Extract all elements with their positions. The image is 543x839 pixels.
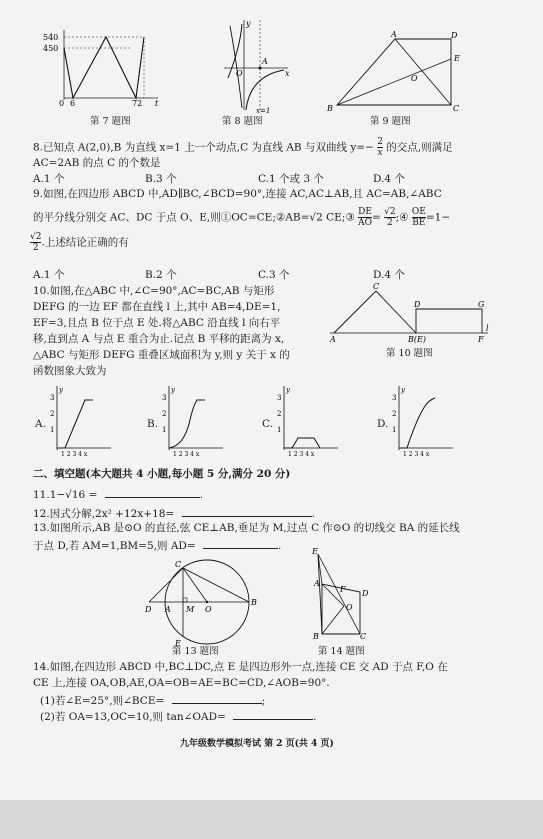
- question-10-line-3: EF=3,且点 B 位于点 E 处.将△ABC 沿直线 l 向右平: [33, 317, 281, 329]
- figure-7-graph: [40, 28, 160, 108]
- question-11: 11.1−√16 = .: [33, 489, 204, 501]
- fig7-label-450: 450: [43, 44, 59, 53]
- q9-option-a: A.1 个: [33, 269, 65, 281]
- svg-text:2: 2: [162, 410, 167, 418]
- fig8-label-O: O: [236, 69, 243, 78]
- fig9-label-A: A: [391, 30, 397, 39]
- question-10-line-2: DEFG 的一边 EF 都在直线 l 上,其中 AB=4,DE=1,: [33, 301, 281, 313]
- q9-fraction-tail: $\frac{√2}{2}$: [30, 232, 42, 253]
- figure-13-caption: 第 13 题图: [172, 646, 219, 657]
- svg-text:1: 1: [277, 426, 282, 434]
- question-14-sub-2: (2)若 OA=13,OC=10,则 tan∠OAD= .: [40, 711, 317, 723]
- figure-9-graph: [325, 30, 465, 113]
- svg-text:y: y: [171, 386, 175, 394]
- background-surface: [0, 800, 543, 839]
- fig14-label-E: E: [312, 547, 318, 556]
- fig14-label-A: A: [314, 579, 320, 588]
- q10-option-a: A.: [35, 418, 46, 430]
- question-14-line-2: CE 上,连接 OA,OB,AE,OA=OB=AE=BC=CD,∠AOB=90°.: [33, 677, 330, 689]
- q10-option-b-graph: [159, 384, 225, 456]
- fig13-label-A: A: [165, 605, 171, 614]
- q9-option-c: C.3 个: [258, 269, 290, 281]
- fig10-label-C: C: [373, 282, 380, 291]
- svg-text:2: 2: [50, 410, 55, 418]
- question-8-line-1: 8.已知点 A(2,0),B 为直线 x=1 上一个动点,C 为直线 AB 与双曲线 y=− $\frac{2}{x}$ 的交点,则满足: [33, 137, 453, 158]
- svg-text:1: 1: [392, 426, 397, 434]
- question-9-line-3: $\frac{√2}{2}$ .上述结论正确的有: [30, 232, 129, 253]
- figure-8-caption: 第 8 题图: [222, 116, 263, 127]
- fig7-label-6: 6: [70, 99, 76, 108]
- fig10-label-BE: B(E): [408, 335, 426, 344]
- fig7-label-540: 540: [43, 33, 59, 42]
- fig13-label-D: D: [145, 605, 152, 614]
- fig14-label-F: F: [340, 585, 346, 594]
- fig13-label-O: O: [205, 605, 212, 614]
- q10-option-d: D.: [377, 418, 389, 430]
- fig8-label-x: x: [285, 69, 290, 78]
- q10-option-c-graph: [274, 384, 340, 456]
- figure-7-caption: 第 7 题图: [90, 116, 131, 127]
- section-2-title: 二、填空题(本大题共 4 小题,每小题 5 分,满分 20 分): [33, 468, 291, 480]
- figure-8-graph: [222, 18, 292, 113]
- fig7-label-0: 0: [59, 99, 65, 108]
- q10-option-b: B.: [147, 418, 159, 430]
- question-8-line-2: AC=2AB 的点 C 的个数是: [33, 157, 161, 169]
- question-12: 12.因式分解,2x² +12x+18= .: [33, 508, 315, 520]
- question-9-line-2: 的平分线分别交 AC、DC 于点 O、E,则①OC=CE;②AB=√2 CE;③ $\frac{DE}{AO}$ = $\frac{√2}{2}$ ;④ $\frac{OE}{BE}$ =1−: [33, 207, 451, 228]
- svg-text:1: 1: [50, 426, 55, 434]
- q8-option-b: B.3 个: [145, 173, 177, 185]
- figure-14-caption: 第 14 题图: [318, 646, 365, 657]
- svg-text:y: y: [401, 386, 405, 394]
- fig8-label-y: y: [246, 19, 251, 28]
- fig9-label-O: O: [411, 74, 418, 83]
- fig14-label-C: C: [360, 632, 367, 641]
- fig14-label-B: B: [313, 632, 319, 641]
- fig10-label-D: D: [414, 300, 421, 309]
- svg-text:3: 3: [392, 394, 397, 402]
- svg-text:3: 3: [162, 394, 167, 402]
- svg-text:1 2 3 4 x: 1 2 3 4 x: [173, 451, 200, 458]
- q10-option-d-graph: [389, 384, 455, 456]
- q8-option-a: A.1 个: [33, 173, 65, 185]
- fig9-label-D: D: [451, 31, 458, 40]
- question-14-sub-1: (1)若∠E=25°,则∠BCE= ;: [40, 695, 266, 707]
- question-14-line-1: 14.如图,在四边形 ABCD 中,BC⊥DC,点 E 是四边形外一点,连接 CE 交 AD 于点 F,O 在: [33, 661, 448, 673]
- q10-option-c: C.: [262, 418, 273, 430]
- question-10-line-1: 10.如图,在△ABC 中,∠C=90°,AC=BC,AB 与矩形: [33, 285, 275, 297]
- fig8-label-x1: x=1: [256, 107, 271, 115]
- svg-text:y: y: [59, 386, 63, 394]
- fig13-label-E: E: [175, 639, 181, 648]
- fig10-label-A: A: [330, 335, 336, 344]
- fig8-label-A: A: [262, 57, 268, 66]
- figure-10-caption: 第 10 题图: [386, 348, 433, 359]
- q9-option-b: B.2 个: [145, 269, 177, 281]
- question-10-line-5: △ABC 与矩形 DEFG 重叠区域面积为 y,则 y 关于 x 的: [33, 349, 290, 361]
- svg-text:3: 3: [277, 394, 282, 402]
- fig7-label-72: 72: [132, 99, 143, 108]
- figure-10-graph: [330, 283, 490, 343]
- q14-sub2-answer-blank[interactable]: [233, 709, 313, 720]
- svg-text:1 2 3 4 x: 1 2 3 4 x: [61, 451, 88, 458]
- q9-fraction-oe-be: $\frac{OE}{BE}$: [411, 207, 426, 228]
- q8-option-c: C.1 个或 3 个: [258, 173, 324, 185]
- question-13-line-1: 13.如图所示,AB 是⊙O 的直径,弦 CE⊥AB,垂足为 M,过点 C 作⊙O 的切线交 BA 的延长线: [33, 522, 460, 534]
- svg-text:2: 2: [392, 410, 397, 418]
- q10-option-a-graph: [47, 384, 113, 456]
- figure-9-caption: 第 9 题图: [370, 116, 411, 127]
- fig14-label-O: O: [346, 603, 353, 612]
- fig9-label-E: E: [454, 54, 460, 63]
- svg-text:2: 2: [277, 410, 282, 418]
- svg-text:y: y: [286, 386, 290, 394]
- question-10-line-4: 移,直到点 A 与点 E 重合为止.记点 B 平移的距离为 x,: [33, 333, 285, 345]
- question-10-line-6: 函数图象大致为: [33, 365, 107, 377]
- fig10-label-G: G: [478, 300, 485, 309]
- question-9-line-1: 9.如图,在四边形 ABCD 中,AD∥BC,∠BCD=90°,连接 AC,AC⊥AB,且 AC=AB,∠ABC: [33, 188, 442, 200]
- svg-text:1 2 3 4 x: 1 2 3 4 x: [403, 451, 430, 458]
- fig13-label-B: B: [251, 598, 257, 607]
- question-13-line-2: 于点 D,若 AM=1,BM=5,则 AD= .: [33, 540, 282, 552]
- q8-fraction: $\frac{2}{x}$: [377, 137, 383, 158]
- fig10-label-l: l: [486, 324, 489, 333]
- svg-text:1 2 3 4 x: 1 2 3 4 x: [288, 451, 315, 458]
- fig14-label-D: D: [362, 589, 369, 598]
- q8-option-d: D.4 个: [373, 173, 405, 185]
- q9-fraction-sqrt2-2: $\frac{√2}{2}$: [384, 207, 396, 228]
- fig9-label-C: C: [453, 104, 460, 113]
- page-footer: 九年级数学模拟考试 第 2 页(共 4 页): [180, 739, 334, 749]
- fig7-label-t: t: [155, 99, 159, 108]
- q13-answer-blank[interactable]: [203, 538, 278, 549]
- figure-13-graph: [145, 558, 265, 646]
- fig10-label-F: F: [478, 335, 484, 344]
- q11-answer-blank[interactable]: [105, 487, 200, 498]
- svg-text:3: 3: [50, 394, 55, 402]
- svg-text:1: 1: [162, 426, 167, 434]
- fig13-label-M: M: [186, 605, 195, 614]
- fig13-label-C: C: [175, 560, 182, 569]
- q12-answer-blank[interactable]: [182, 506, 312, 517]
- fig9-label-B: B: [327, 104, 333, 113]
- q9-fraction-de-ao: $\frac{DE}{AO}$: [358, 207, 372, 228]
- q14-sub1-answer-blank[interactable]: [172, 693, 262, 704]
- figure-14-graph: [310, 548, 372, 640]
- q9-option-d: D.4 个: [373, 269, 405, 281]
